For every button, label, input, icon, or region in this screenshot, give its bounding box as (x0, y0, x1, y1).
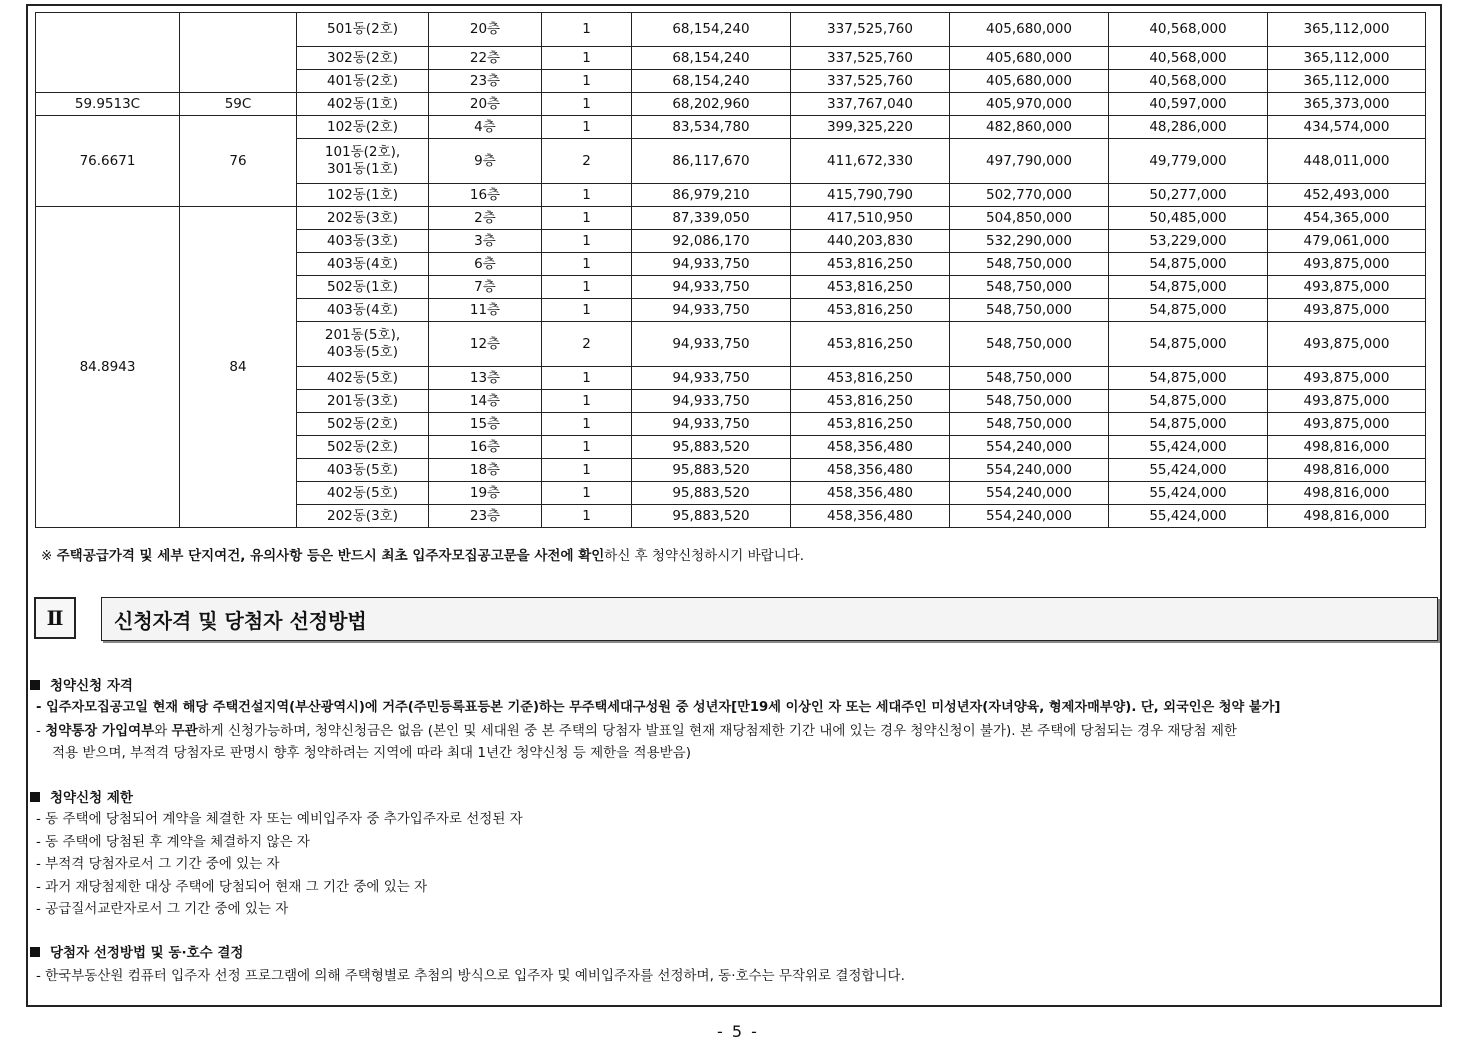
qualification-line-3: 적용 받으며, 부적격 당첨자로 판명시 향후 청약하려는 지역에 따라 최대 1년간 청약신청 등 제한을 적용받음) (52, 745, 691, 761)
table-cell: 403동(3호) (297, 230, 429, 253)
table-row (36, 116, 1426, 139)
table-cell: 1 (542, 390, 632, 413)
table-cell: 4층 (429, 116, 542, 139)
table-cell: 1 (542, 253, 632, 276)
table-cell: 448,011,000 (1268, 139, 1426, 184)
selection-heading (30, 941, 243, 961)
type-cell: 76 (180, 116, 297, 207)
table-cell: 493,875,000 (1268, 276, 1426, 299)
table-cell: 202동(3호) (297, 505, 429, 528)
restriction-heading (30, 786, 133, 806)
qualification-heading-label: 청약신청 자격 (50, 678, 133, 694)
table-cell: 11층 (429, 299, 542, 322)
table-cell: 19층 (429, 482, 542, 505)
table-cell: 458,356,480 (791, 459, 950, 482)
table-cell: 54,875,000 (1109, 390, 1268, 413)
unit-line: 101동(2호), (324, 144, 401, 160)
section-number: Ⅱ (34, 597, 76, 639)
table-cell: 493,875,000 (1268, 390, 1426, 413)
table-cell: 548,750,000 (950, 390, 1109, 413)
restriction-heading-label: 청약신청 제한 (50, 790, 133, 806)
table-cell: 1 (542, 459, 632, 482)
table-cell: 1 (542, 184, 632, 207)
joiner: 와 (154, 723, 172, 739)
table-cell: 453,816,250 (791, 253, 950, 276)
table-cell: 94,933,750 (632, 276, 791, 299)
table-cell: 7층 (429, 276, 542, 299)
table-cell: 479,061,000 (1268, 230, 1426, 253)
table-cell: 493,875,000 (1268, 299, 1426, 322)
table-cell: 493,875,000 (1268, 322, 1426, 367)
table-cell: 453,816,250 (791, 322, 950, 367)
table-cell: 1 (542, 93, 632, 116)
table-cell: 68,154,240 (632, 70, 791, 93)
price-table-body (36, 13, 1426, 528)
table-cell: 493,875,000 (1268, 367, 1426, 390)
table-cell: 95,883,520 (632, 459, 791, 482)
square-bullet-icon (30, 947, 40, 957)
table-cell: 401동(2호) (297, 70, 429, 93)
table-cell: 54,875,000 (1109, 413, 1268, 436)
table-cell: 453,816,250 (791, 413, 950, 436)
table-cell: 1 (542, 230, 632, 253)
table-cell: 501동(2호) (297, 13, 429, 47)
table-cell: 554,240,000 (950, 459, 1109, 482)
table-cell: 532,290,000 (950, 230, 1109, 253)
table-cell: 53,229,000 (1109, 230, 1268, 253)
table-cell: 22층 (429, 47, 542, 70)
table-cell: 337,525,760 (791, 70, 950, 93)
table-cell: 68,154,240 (632, 13, 791, 47)
area-cell: 59.9513C (36, 93, 180, 116)
table-cell: 95,883,520 (632, 436, 791, 459)
table-cell: 458,356,480 (791, 436, 950, 459)
table-cell: 102동(1호) (297, 184, 429, 207)
table-cell: 40,568,000 (1109, 70, 1268, 93)
table-cell: 493,875,000 (1268, 413, 1426, 436)
table-cell: 68,154,240 (632, 47, 791, 70)
notice-text (41, 544, 804, 564)
table-cell: 2 (542, 139, 632, 184)
table-cell: 16층 (429, 184, 542, 207)
table-cell: 50,277,000 (1109, 184, 1268, 207)
unit-line: 301동(1호) (327, 161, 398, 177)
table-cell: 83,534,780 (632, 116, 791, 139)
table-cell: 1 (542, 116, 632, 139)
table-cell: 92,086,170 (632, 230, 791, 253)
table-cell: 548,750,000 (950, 367, 1109, 390)
table-cell: 40,568,000 (1109, 13, 1268, 47)
table-cell: 365,112,000 (1268, 47, 1426, 70)
table-cell: 415,790,790 (791, 184, 950, 207)
table-cell: 3층 (429, 230, 542, 253)
table-cell: 20층 (429, 13, 542, 47)
table-cell: 23층 (429, 505, 542, 528)
table-cell: 365,373,000 (1268, 93, 1426, 116)
table-cell: 2 (542, 322, 632, 367)
table-cell: 402동(5호) (297, 482, 429, 505)
list-item: - 동 주택에 당첨되어 계약을 체결한 자 또는 예비입주자 중 추가입주자로 선정된 자 (36, 811, 523, 827)
qualification-line-1: - 입주자모집공고일 현재 해당 주택건설지역(부산광역시)에 거주(주민등록표등본 기준)하는 무주택세대구성원 중 성년자[만19세 이상인 자 또는 세대주인 미성년자(자녀양육, 형제자매부양). 단, 외국인은 청약 불가] (36, 700, 1281, 715)
list-item: - 공급질서교란자로서 그 기간 중에 있는 자 (36, 901, 289, 917)
table-cell: 1 (542, 505, 632, 528)
table-cell: 49,779,000 (1109, 139, 1268, 184)
table-cell: 94,933,750 (632, 253, 791, 276)
area-cell (36, 13, 180, 93)
table-cell: 365,112,000 (1268, 70, 1426, 93)
unit-line: 201동(5호), (324, 327, 401, 343)
table-cell: 54,875,000 (1109, 367, 1268, 390)
notice-bold: 주택공급가격 및 세부 단지여건, 유의사항 등은 반드시 최초 입주자모집공고문을 사전에 확인 (56, 548, 605, 564)
table-cell: 1 (542, 413, 632, 436)
table-cell: 20층 (429, 93, 542, 116)
table-cell: 493,875,000 (1268, 253, 1426, 276)
bold-term-2: 무관 (171, 723, 198, 739)
table-cell: 502동(2호) (297, 436, 429, 459)
table-cell: 403동(4호) (297, 299, 429, 322)
table-cell: 1 (542, 47, 632, 70)
table-cell: 405,680,000 (950, 13, 1109, 47)
table-row (36, 93, 1426, 116)
table-cell: 14층 (429, 390, 542, 413)
table-cell: 50,485,000 (1109, 207, 1268, 230)
table-cell: 403동(5호) (297, 459, 429, 482)
price-table (35, 12, 1426, 528)
table-cell: 434,574,000 (1268, 116, 1426, 139)
area-cell: 76.6671 (36, 116, 180, 207)
qualification-line-2 (36, 719, 1237, 739)
type-cell: 84 (180, 207, 297, 528)
notice-mark: ※ (41, 548, 53, 564)
list-item: - 한국부동산원 컴퓨터 입주자 선정 프로그램에 의해 주택형별로 추첨의 방식으로 입주자 및 예비입주자를 선정하며, 동·호수는 무작위로 결정합니다. (36, 968, 905, 984)
table-cell: 453,816,250 (791, 299, 950, 322)
table-cell: 1 (542, 276, 632, 299)
line-2-rest: 하게 신청가능하며, 청약신청금은 없음 (본인 및 세대원 중 본 주택의 당첨자 발표일 현재 재당첨제한 기간 내에 있는 경우 청약신청이 불가). 본 주택에 당첨되는 경우 재당첨 제한 (197, 723, 1237, 739)
selection-heading-label: 당첨자 선정방법 및 동·호수 결정 (50, 945, 244, 961)
table-cell: 302동(2호) (297, 47, 429, 70)
type-cell: 59C (180, 93, 297, 116)
notice-rest: 하신 후 청약신청하시기 바랍니다. (604, 548, 805, 564)
table-cell: 548,750,000 (950, 253, 1109, 276)
square-bullet-icon (30, 680, 40, 690)
table-cell: 548,750,000 (950, 276, 1109, 299)
table-cell: 94,933,750 (632, 367, 791, 390)
table-cell: 201동(3호) (297, 390, 429, 413)
table-cell: 16층 (429, 436, 542, 459)
table-cell: 15층 (429, 413, 542, 436)
table-cell: 417,510,950 (791, 207, 950, 230)
table-cell: 94,933,750 (632, 413, 791, 436)
table-cell: 54,875,000 (1109, 299, 1268, 322)
table-cell: 55,424,000 (1109, 505, 1268, 528)
dash: - (36, 723, 46, 739)
table-cell: 454,365,000 (1268, 207, 1426, 230)
table-cell: 405,680,000 (950, 70, 1109, 93)
table-cell: 502동(1호) (297, 276, 429, 299)
table-cell: 1 (542, 13, 632, 47)
table-cell: 55,424,000 (1109, 436, 1268, 459)
table-cell (297, 322, 429, 367)
table-cell: 54,875,000 (1109, 253, 1268, 276)
table-cell: 1 (542, 299, 632, 322)
table-cell: 6층 (429, 253, 542, 276)
table-cell: 55,424,000 (1109, 482, 1268, 505)
table-cell: 504,850,000 (950, 207, 1109, 230)
table-cell: 453,816,250 (791, 367, 950, 390)
table-cell (297, 139, 429, 184)
table-cell: 498,816,000 (1268, 482, 1426, 505)
table-cell: 548,750,000 (950, 299, 1109, 322)
list-item: - 부적격 당첨자로서 그 기간 중에 있는 자 (36, 856, 280, 872)
table-cell: 337,767,040 (791, 93, 950, 116)
table-cell: 497,790,000 (950, 139, 1109, 184)
square-bullet-icon (30, 792, 40, 802)
table-cell: 405,970,000 (950, 93, 1109, 116)
table-cell: 1 (542, 482, 632, 505)
table-cell: 453,816,250 (791, 276, 950, 299)
table-cell: 68,202,960 (632, 93, 791, 116)
table-cell: 13층 (429, 367, 542, 390)
table-cell: 453,816,250 (791, 390, 950, 413)
table-cell: 48,286,000 (1109, 116, 1268, 139)
table-cell: 1 (542, 70, 632, 93)
table-cell: 548,750,000 (950, 322, 1109, 367)
table-cell: 54,875,000 (1109, 322, 1268, 367)
table-cell: 1 (542, 436, 632, 459)
bold-term-1: 청약통장 가입여부 (45, 723, 155, 739)
type-cell (180, 13, 297, 93)
table-cell: 498,816,000 (1268, 459, 1426, 482)
table-cell: 40,568,000 (1109, 47, 1268, 70)
table-cell: 1 (542, 207, 632, 230)
area-cell: 84.8943 (36, 207, 180, 528)
table-cell: 458,356,480 (791, 482, 950, 505)
table-cell: 411,672,330 (791, 139, 950, 184)
table-cell: 94,933,750 (632, 299, 791, 322)
page-number: - 5 - (717, 1022, 759, 1041)
table-cell: 95,883,520 (632, 505, 791, 528)
table-cell: 87,339,050 (632, 207, 791, 230)
list-item: - 동 주택에 당첨된 후 계약을 체결하지 않은 자 (36, 833, 310, 850)
table-cell: 440,203,830 (791, 230, 950, 253)
table-cell: 452,493,000 (1268, 184, 1426, 207)
table-cell: 402동(1호) (297, 93, 429, 116)
table-cell: 94,933,750 (632, 390, 791, 413)
table-cell: 399,325,220 (791, 116, 950, 139)
table-cell: 23층 (429, 70, 542, 93)
table-cell: 202동(3호) (297, 207, 429, 230)
table-cell: 502,770,000 (950, 184, 1109, 207)
table-cell: 86,117,670 (632, 139, 791, 184)
table-row (36, 207, 1426, 230)
table-cell: 95,883,520 (632, 482, 791, 505)
table-row (36, 13, 1426, 47)
table-cell: 554,240,000 (950, 482, 1109, 505)
table-cell: 18층 (429, 459, 542, 482)
table-cell: 55,424,000 (1109, 459, 1268, 482)
table-cell: 337,525,760 (791, 13, 950, 47)
unit-line: 403동(5호) (327, 344, 398, 360)
table-cell: 337,525,760 (791, 47, 950, 70)
table-cell: 9층 (429, 139, 542, 184)
table-cell: 94,933,750 (632, 322, 791, 367)
table-cell: 402동(5호) (297, 367, 429, 390)
table-cell: 12층 (429, 322, 542, 367)
table-cell: 405,680,000 (950, 47, 1109, 70)
table-cell: 102동(2호) (297, 116, 429, 139)
table-cell: 548,750,000 (950, 413, 1109, 436)
table-cell: 498,816,000 (1268, 505, 1426, 528)
list-item: - 과거 재당첨제한 대상 주택에 당첨되어 현재 그 기간 중에 있는 자 (36, 878, 428, 895)
table-cell: 554,240,000 (950, 505, 1109, 528)
table-cell: 1 (542, 367, 632, 390)
table-cell: 498,816,000 (1268, 436, 1426, 459)
table-cell: 365,112,000 (1268, 13, 1426, 47)
table-cell: 86,979,210 (632, 184, 791, 207)
table-cell: 554,240,000 (950, 436, 1109, 459)
table-cell: 2층 (429, 207, 542, 230)
table-cell: 40,597,000 (1109, 93, 1268, 116)
table-cell: 403동(4호) (297, 253, 429, 276)
table-cell: 502동(2호) (297, 413, 429, 436)
table-cell: 458,356,480 (791, 505, 950, 528)
table-cell: 54,875,000 (1109, 276, 1268, 299)
section-title: 신청자격 및 당첨자 선정방법 (101, 597, 1438, 641)
qualification-heading (30, 674, 133, 694)
table-cell: 482,860,000 (950, 116, 1109, 139)
